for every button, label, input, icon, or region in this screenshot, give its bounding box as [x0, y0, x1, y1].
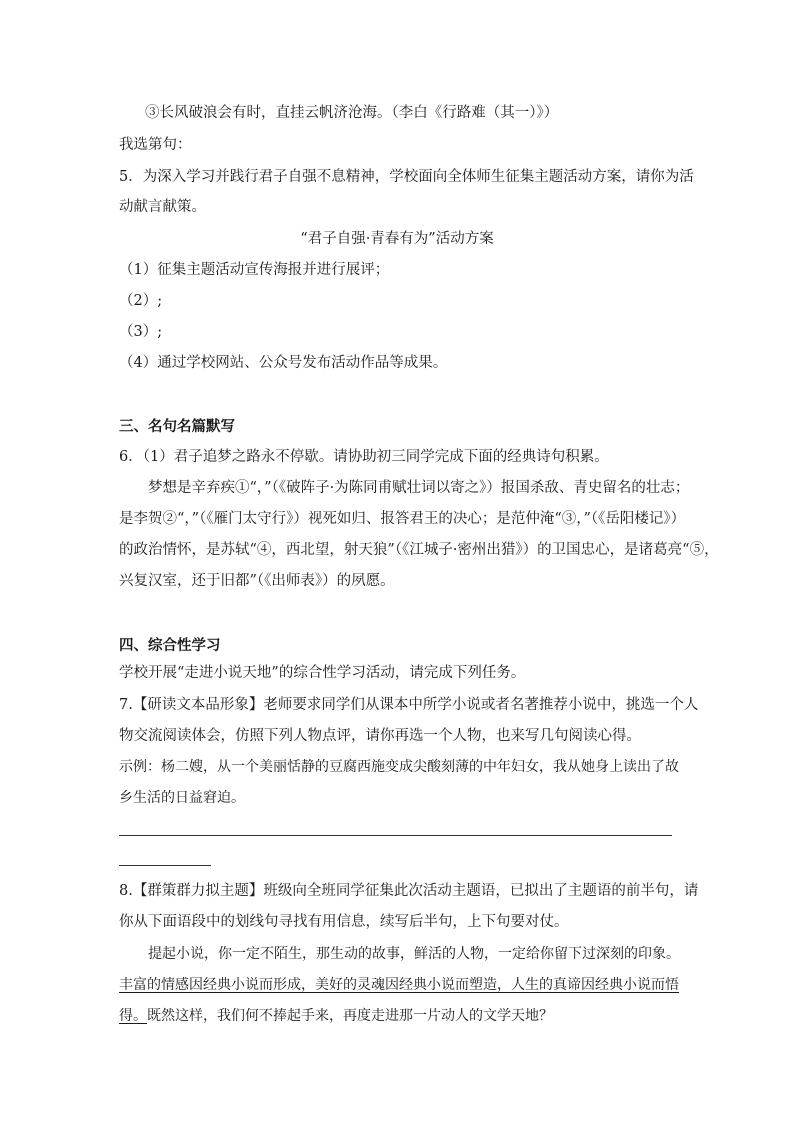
section-4-intro: 学校开展“走进小说天地”的综合性学习活动，请完成下列任务。 [119, 665, 526, 681]
question-8-stem: 8.【群策群力拟主题】班级向全班同学征集此次活动主题语，已拟出了主题语的前半句，请 [119, 883, 699, 899]
q8-passage-tail: 既然这样，我们何不捧起手来，再度走进那一片动人的文学天地？ [147, 1008, 553, 1024]
q8-passage-line-3 [119, 1007, 553, 1025]
question-5-stem-cont: 动献言献策。 [119, 199, 206, 215]
answer-line-long[interactable] [119, 835, 672, 836]
question-5-stem: 5．为深入学习并践行君子自强不息精神，学校面向全体师生征集主题活动方案，请你为活 [119, 169, 694, 185]
question-7-stem: 7.【研读文本品形象】老师要求同学们从课本中所学小说或者名著推荐小说中，挑选一个人 [119, 697, 699, 713]
question-8-stem-cont: 你从下面语段中的划线句寻找有用信息，续写后半句，上下句要对仗。 [119, 914, 569, 930]
q7-example-line-1: 示例：杨二嫂，从一个美丽恬静的豆腐西施变成尖酸刻薄的中年妇女，我从她身上读出了故 [119, 759, 679, 775]
q8-passage-line-1: 提起小说，你一定不陌生，那生动的故事，鲜活的人物，一定给你留下过深刻的印象。 [148, 946, 680, 962]
answer-line-short[interactable] [119, 865, 211, 866]
activity-plan-title: “君子自强·青春有为”活动方案 [300, 231, 494, 247]
q6-passage-line-3: 的政治情怀，是苏轼“④，西北望，射天狼”（《江城子·密州出猎》）的卫国忠心，是诸葛亮“⑤， [119, 542, 719, 558]
plan-item-1: （1）征集主题活动宣传海报并进行展评； [119, 262, 390, 278]
q8-underlined-sentence-end: 得。 [119, 1008, 147, 1024]
plan-item-2: （2）; [119, 293, 163, 309]
question-6-stem: 6．（1）君子追梦之路永不停歇。请协助初三同学完成下面的经典诗句积累。 [119, 449, 609, 465]
choose-sentence-prompt: 我选第句： [119, 137, 192, 153]
plan-item-4: （4）通过学校网站、公众号发布活动作品等成果。 [119, 355, 448, 371]
poem-line-3: ③长风破浪会有时，直挂云帆济沧海。（李白《行路难（其一）》） [145, 105, 559, 121]
q6-passage-line-1: 梦想是辛弃疾①“，”（《破阵子·为陈同甫赋壮词以寄之》）报国杀敌、青史留名的壮志； [148, 480, 690, 496]
question-7-stem-cont: 物交流阅读体会，仿照下列人物点评，请你再选一个人物，也来写几句阅读心得。 [119, 728, 641, 744]
plan-item-3: （3）; [119, 324, 163, 340]
section-4-heading: 四、综合性学习 [119, 638, 221, 654]
q8-underlined-sentence: 丰富的情感因经典小说而形成，美好的灵魂因经典小说而塑造，人生的真谛因经典小说而悟 [119, 977, 679, 993]
q6-passage-line-2: 是李贺②“，”（《雁门太守行》）视死如归、报答君王的决心；是范仲淹“③，”（《岳阳楼记》） [119, 511, 686, 527]
q6-passage-line-4: 兴复汉室，还于旧都”（《出师表》）的夙愿。 [119, 573, 395, 589]
section-3-heading: 三、名句名篇默写 [119, 419, 235, 435]
q7-example-line-2: 乡生活的日益窘迫。 [119, 790, 245, 806]
